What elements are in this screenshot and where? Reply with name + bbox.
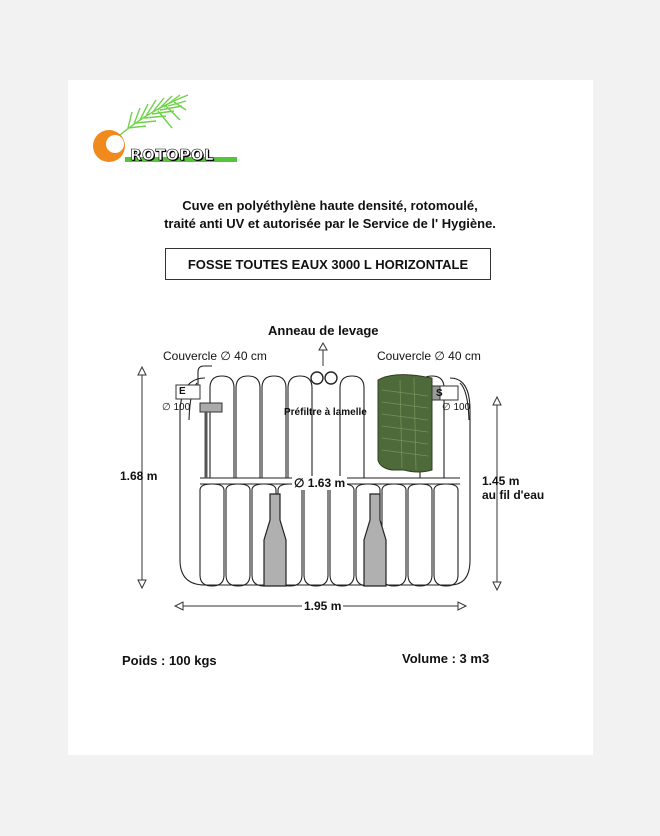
height-total-label: 1.68 m — [120, 469, 158, 483]
page-title: FOSSE TOUTES EAUX 3000 L HORIZONTALE — [165, 248, 491, 280]
inlet-diameter-label: ∅ 100 — [162, 402, 191, 413]
inlet-pipe — [176, 385, 222, 478]
lifting-ring-label: Anneau de levage — [268, 323, 379, 338]
description — [120, 197, 540, 233]
description-line-2: traité anti UV et autorisée par le Service de l' Hygiène. — [164, 216, 496, 231]
inner-diameter-label: ∅ 1.63 m — [294, 476, 346, 490]
prefilter-label: Préfiltre à lamelle — [284, 407, 367, 418]
cover-left-label: Couvercle ∅ 40 cm — [163, 349, 267, 363]
cover-right-label: Couvercle ∅ 40 cm — [377, 349, 481, 363]
outlet-diameter-label: ∅ 100 — [442, 402, 471, 413]
palm-leaf-icon — [120, 95, 188, 135]
prefilter-block — [378, 375, 432, 472]
volume-spec: Volume : 3 m3 — [402, 651, 490, 666]
baffle — [264, 494, 386, 586]
description-line-1: Cuve en polyéthylène haute densité, rotomoulé, — [182, 198, 478, 213]
height-water-label: 1.45 m — [482, 474, 520, 488]
outlet-label: S — [436, 388, 443, 399]
height-water-sub-label: au fil d'eau — [482, 488, 545, 502]
length-label: 1.95 m — [304, 599, 342, 613]
brand-name: ROTOPOL — [130, 146, 215, 164]
lifting-ring-icon — [311, 372, 337, 384]
inlet-label: E — [179, 386, 186, 397]
logo-inner-circle — [106, 135, 124, 153]
weight-spec: Poids : 100 kgs — [122, 653, 217, 668]
